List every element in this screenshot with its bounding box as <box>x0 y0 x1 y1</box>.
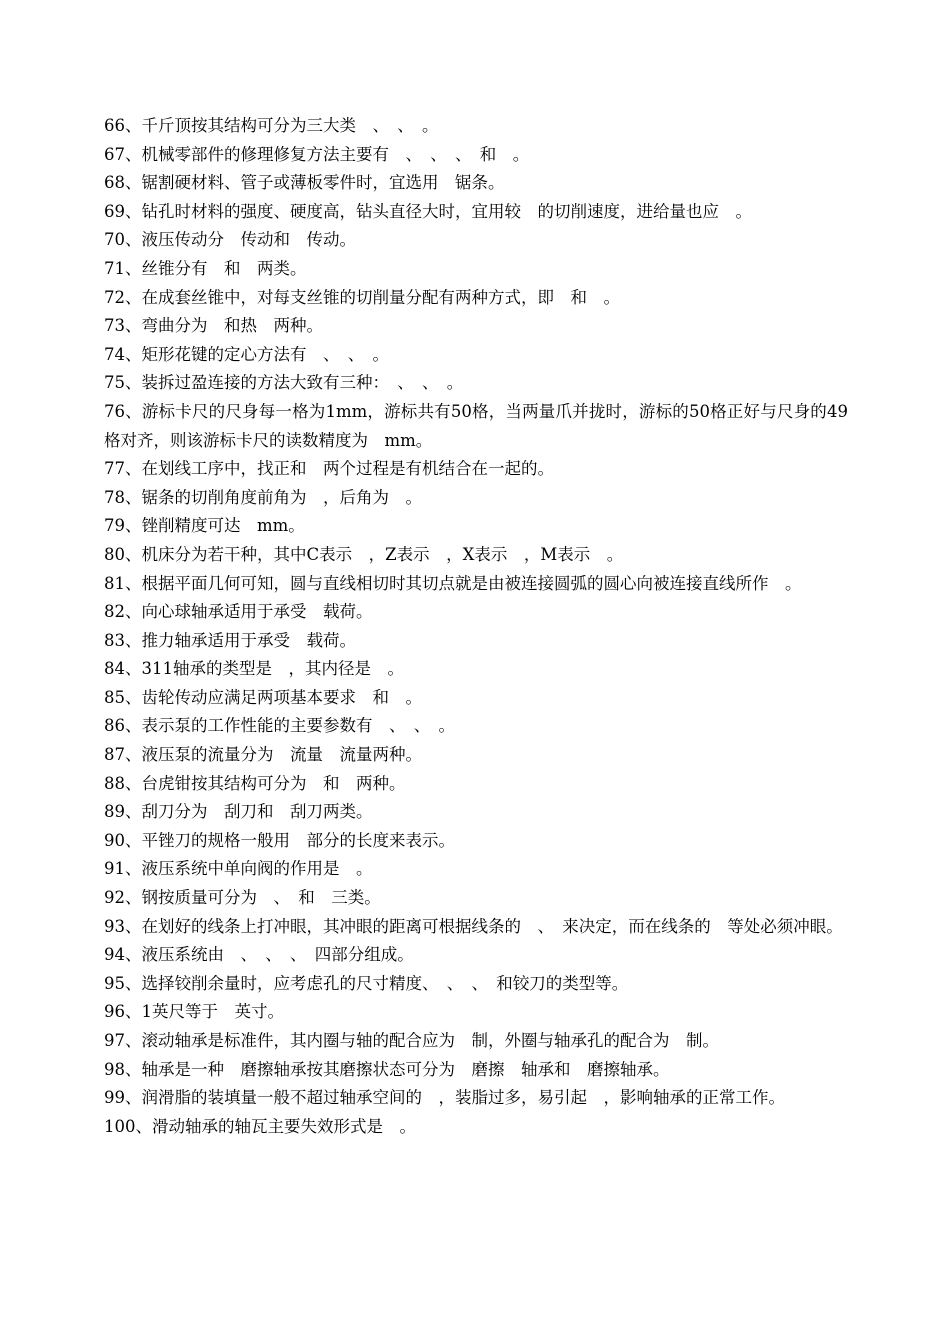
question-67: 67、机械零部件的修理修复方法主要有 、 、 、 和 。 <box>104 144 530 164</box>
question-95: 95、选择铰削余量时，应考虑孔的尺寸精度、 、 、 和铰刀的类型等。 <box>104 973 629 993</box>
question-68: 68、锯割硬材料、管子或薄板零件时，宜选用 锯条。 <box>104 173 505 193</box>
question-69: 69、钻孔时材料的强度、硬度高，钻头直径大时，宜用较 的切削速度，进给量也应 。 <box>104 201 752 221</box>
question-91: 91、液压系统中单向阀的作用是 。 <box>104 859 373 879</box>
question-93: 93、在划好的线条上打冲眼，其冲眼的距离可根据线条的 、 来决定，而在线条的 等处必须冲眼。 <box>104 916 843 936</box>
question-81: 81、根据平面几何可知，圆与直线相切时其切点就是由被连接圆弧的圆心向被连接直线所作 。 <box>104 573 802 593</box>
question-71: 71、丝锥分有 和 两类。 <box>104 258 307 278</box>
question-84: 84、311轴承的类型是 ，其内径是 。 <box>104 659 404 679</box>
question-99: 99、润滑脂的装填量一般不超过轴承空间的 ，装脂过多，易引起 ，影响轴承的正常工作。 <box>104 1088 785 1108</box>
question-74: 74、矩形花键的定心方法有 、 、 。 <box>104 344 389 364</box>
question-70: 70、液压传动分 传动和 传动。 <box>104 230 356 250</box>
question-80: 80、机床分为若干种，其中C表示 ，Z表示 ，X表示 ，M表示 。 <box>104 544 624 564</box>
question-100: 100、滑动轴承的轴瓦主要失效形式是 。 <box>104 1116 416 1136</box>
question-73: 73、弯曲分为 和热 两种。 <box>104 316 323 336</box>
question-76: 76、游标卡尺的尺身每一格为1mm，游标共有50格，当两量爪并拢时，游标的50格正好与尺身的49格对齐，则该游标卡尺的读数精度为 mm。 <box>104 401 848 450</box>
question-82: 82、向心球轴承适用于承受 载荷。 <box>104 602 373 622</box>
question-96: 96、1英尺等于 英寸。 <box>104 1002 284 1022</box>
question-89: 89、刮刀分为 刮刀和 刮刀两类。 <box>104 802 373 822</box>
question-83: 83、推力轴承适用于承受 载荷。 <box>104 630 356 650</box>
question-78: 78、锯条的切削角度前角为 ，后角为 。 <box>104 487 422 507</box>
question-98: 98、轴承是一种 磨擦轴承按其磨擦状态可分为 磨擦 轴承和 磨擦轴承。 <box>104 1059 670 1079</box>
question-77: 77、在划线工序中，找正和 两个过程是有机结合在一起的。 <box>104 459 554 479</box>
question-92: 92、钢按质量可分为 、 和 三类。 <box>104 888 381 908</box>
question-75: 75、装拆过盈连接的方法大致有三种： 、 、 。 <box>104 373 464 393</box>
question-72: 72、在成套丝锥中，对每支丝锥的切削量分配有两种方式，即 和 。 <box>104 287 620 307</box>
question-85: 85、齿轮传动应满足两项基本要求 和 。 <box>104 687 422 707</box>
question-97: 97、滚动轴承是标准件，其内圈与轴的配合应为 制，外圈与轴承孔的配合为 制。 <box>104 1031 719 1050</box>
question-86: 86、表示泵的工作性能的主要参数有 、 、 。 <box>104 716 455 736</box>
question-88: 88、台虎钳按其结构可分为 和 两种。 <box>104 773 406 793</box>
question-66: 66、千斤顶按其结构可分为三大类 、 、 。 <box>104 116 439 135</box>
question-94: 94、液压系统由 、 、 、 四部分组成。 <box>104 945 414 965</box>
question-87: 87、液压泵的流量分为 流量 流量两种。 <box>104 745 422 765</box>
document-page <box>104 112 848 1141</box>
question-79: 79、锉削精度可达 mm。 <box>104 516 305 536</box>
question-90: 90、平锉刀的规格一般用 部分的长度来表示。 <box>104 830 455 850</box>
